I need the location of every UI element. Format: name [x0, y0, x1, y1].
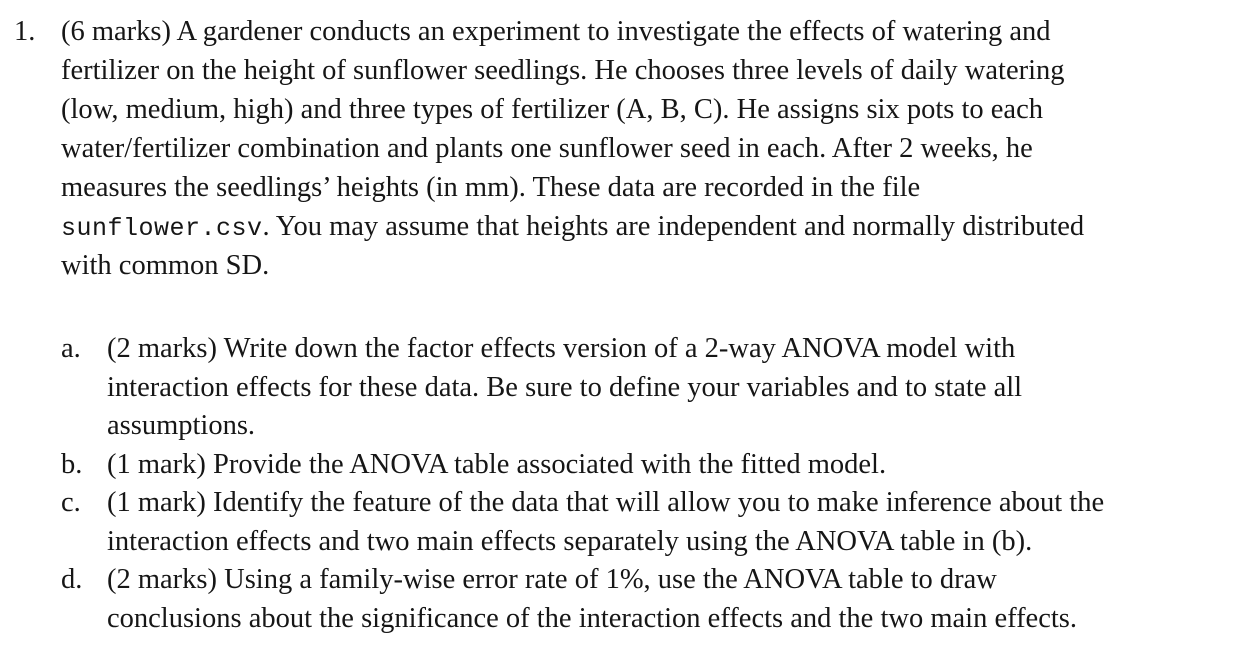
question-line: (6 marks) A gardener conducts an experiment to investigate the effects of watering and — [61, 16, 1051, 47]
question-line-with-filename — [61, 207, 1236, 246]
question-line: measures the seedlings’ heights (in mm). These data are recorded in the file — [61, 172, 921, 203]
part-text — [107, 484, 1242, 561]
part-line: assumptions. — [107, 410, 256, 441]
part-text — [107, 446, 1242, 485]
part-letter: c. — [61, 487, 81, 518]
question-line: (low, medium, high) and three types of fertilizer (A, B, C). He assigns six pots to each — [61, 94, 1043, 125]
question-line: with common SD. — [61, 250, 270, 281]
part-line: (2 marks) Write down the factor effects version of a 2-way ANOVA model with — [107, 333, 1016, 364]
part-a — [0, 330, 1242, 446]
question-parts-list — [0, 330, 1242, 638]
part-text — [107, 330, 1242, 446]
question-line: water/fertilizer combination and plants one sunflower seed in each. After 2 weeks, he — [61, 133, 1033, 164]
part-text — [107, 561, 1242, 638]
question-body — [61, 12, 1236, 285]
question-line: fertilizer on the height of sunflower seedlings. He chooses three levels of daily watering — [61, 55, 1065, 86]
part-letter: b. — [61, 448, 83, 480]
part-letter: a. — [61, 333, 81, 364]
part-letter: d. — [61, 564, 83, 595]
part-line: interaction effects and two main effects separately using the ANOVA table in (b). — [107, 525, 1033, 557]
part-line: (1 mark) Provide the ANOVA table associated with the fitted model. — [107, 448, 887, 480]
part-b — [0, 446, 1242, 485]
part-line: (2 marks) Using a family-wise error rate of 1%, use the ANOVA table to draw — [107, 564, 997, 595]
part-d — [0, 561, 1242, 638]
part-line: interaction effects for these data. Be sure to define your variables and to state all — [107, 371, 1023, 403]
part-line: (1 mark) Identify the feature of the data that will allow you to make inference about the — [107, 487, 1105, 518]
part-line: conclusions about the significance of the interaction effects and the two main effects. — [107, 602, 1077, 634]
question-number: 1. — [14, 16, 36, 47]
question-line-continuation: . You may assume that heights are independent and normally distributed — [262, 211, 1085, 242]
part-c — [0, 484, 1242, 561]
data-filename: sunflower.csv — [61, 214, 263, 243]
